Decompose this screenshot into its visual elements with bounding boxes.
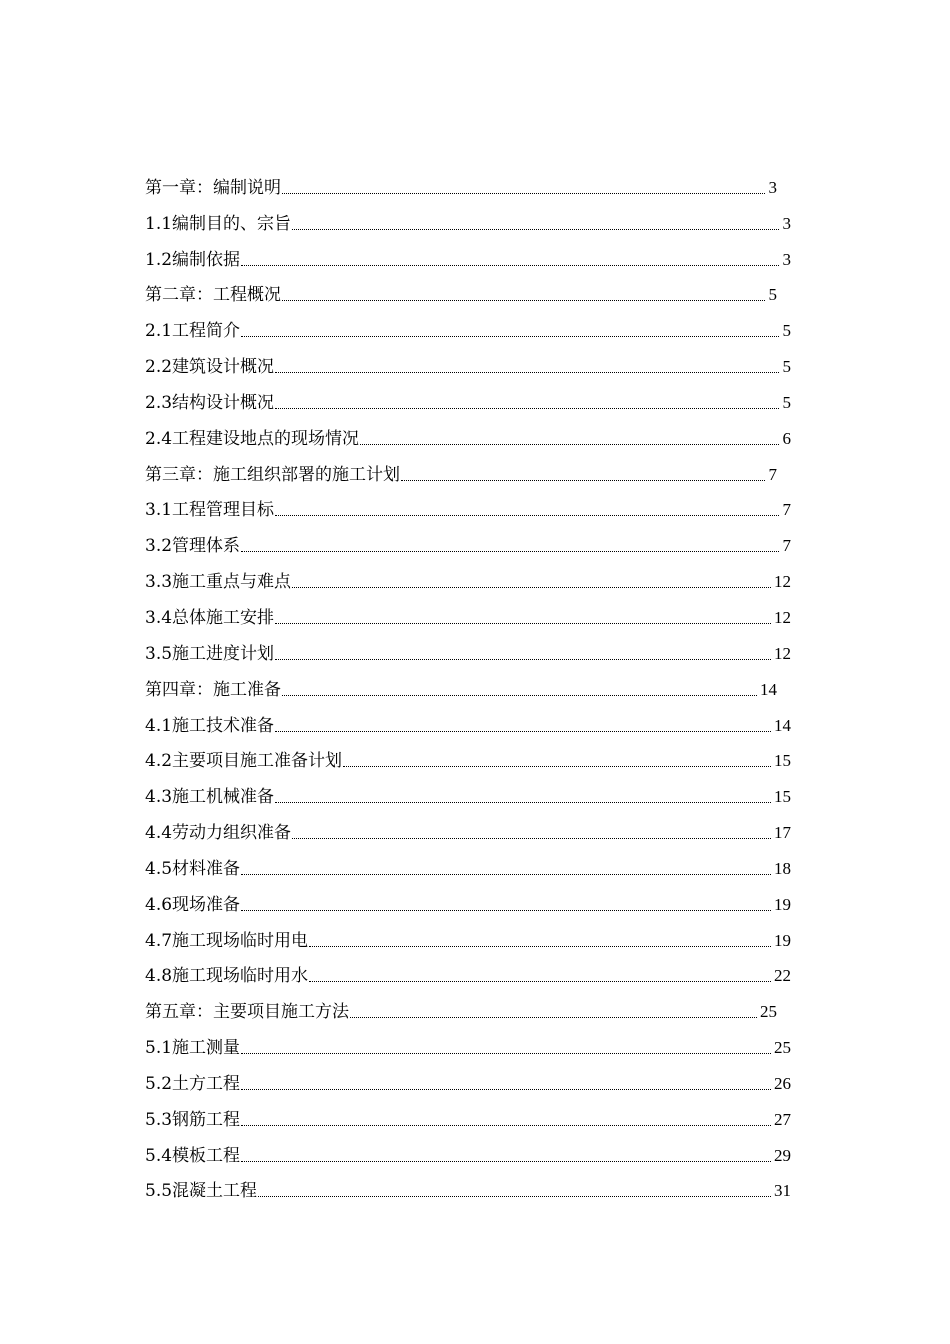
toc-entry-title: 4.1施工技术准备 (145, 715, 275, 736)
toc-page-number: 3 (768, 177, 777, 197)
toc-section-entry[interactable] (145, 957, 791, 993)
toc-dot-leader (241, 1161, 771, 1162)
toc-entry-title: 3.1工程管理目标 (145, 500, 275, 521)
toc-entry-title: 4.7施工现场临时用电 (145, 930, 309, 951)
toc-dot-leader (275, 731, 771, 732)
toc-page-number: 31 (774, 1181, 791, 1201)
toc-page-number: 19 (774, 894, 791, 914)
toc-dot-leader (275, 623, 771, 624)
toc-section-entry[interactable] (145, 311, 791, 347)
toc-page-number: 6 (782, 428, 791, 448)
toc-dot-leader (275, 372, 779, 373)
toc-section-entry[interactable] (145, 1100, 791, 1136)
toc-dot-leader (360, 444, 779, 445)
toc-page-number: 12 (774, 572, 791, 592)
toc-section-entry[interactable] (145, 240, 791, 276)
toc-section-entry[interactable] (145, 1064, 791, 1100)
toc-dot-leader (309, 946, 771, 947)
toc-section-entry[interactable] (145, 562, 791, 598)
toc-entry-title: 第三章：施工组织部署的施工计划 (145, 464, 400, 485)
toc-page-number: 3 (782, 213, 791, 233)
toc-section-entry[interactable] (145, 742, 791, 778)
toc-section-entry[interactable] (145, 706, 791, 742)
toc-dot-leader (275, 515, 779, 516)
toc-dot-leader (241, 1089, 771, 1090)
table-of-contents (145, 168, 791, 1207)
toc-chapter-entry[interactable] (145, 670, 791, 706)
toc-page-number: 14 (760, 679, 777, 699)
toc-dot-leader (401, 480, 765, 481)
toc-page-number: 15 (774, 751, 791, 771)
toc-entry-title: 3.3施工重点与难点 (145, 572, 292, 593)
toc-entry-title: 5.5混凝土工程 (145, 1181, 258, 1202)
toc-dot-leader (282, 193, 765, 194)
toc-section-entry[interactable] (145, 383, 791, 419)
toc-entry-title: 第一章：编制说明 (145, 177, 281, 198)
toc-page-number: 5 (768, 285, 777, 305)
toc-page-number: 5 (782, 357, 791, 377)
toc-dot-leader (241, 910, 771, 911)
toc-page-number: 12 (774, 607, 791, 627)
toc-entry-title: 第四章：施工准备 (145, 679, 281, 700)
toc-page-number: 29 (774, 1145, 791, 1165)
toc-dot-leader (292, 229, 779, 230)
toc-dot-leader (309, 981, 771, 982)
toc-page-number: 7 (782, 500, 791, 520)
toc-entry-title: 3.5施工进度计划 (145, 643, 275, 664)
toc-entry-title: 4.2主要项目施工准备计划 (145, 751, 343, 772)
toc-page-number: 7 (782, 536, 791, 556)
toc-entry-title: 4.4劳动力组织准备 (145, 823, 292, 844)
toc-section-entry[interactable] (145, 1028, 791, 1064)
toc-entry-title: 4.6现场准备 (145, 894, 241, 915)
toc-section-entry[interactable] (145, 921, 791, 957)
toc-dot-leader (343, 766, 771, 767)
toc-page-number: 18 (774, 858, 791, 878)
toc-entry-title: 2.2建筑设计概况 (145, 357, 275, 378)
toc-section-entry[interactable] (145, 419, 791, 455)
toc-page-number: 5 (782, 392, 791, 412)
toc-entry-title: 2.4工程建设地点的现场情况 (145, 428, 360, 449)
toc-dot-leader (241, 551, 779, 552)
toc-dot-leader (275, 659, 771, 660)
toc-entry-title: 1.2编制依据 (145, 249, 241, 270)
toc-entry-title: 5.4模板工程 (145, 1145, 241, 1166)
toc-section-entry[interactable] (145, 491, 791, 527)
toc-section-entry[interactable] (145, 777, 791, 813)
toc-dot-leader (275, 408, 779, 409)
toc-chapter-entry[interactable] (145, 992, 791, 1028)
toc-page-number: 17 (774, 823, 791, 843)
toc-dot-leader (241, 1125, 771, 1126)
toc-entry-title: 5.1施工测量 (145, 1038, 241, 1059)
toc-section-entry[interactable] (145, 347, 791, 383)
toc-section-entry[interactable] (145, 526, 791, 562)
toc-entry-title: 5.2土方工程 (145, 1073, 241, 1094)
toc-dot-leader (258, 1196, 771, 1197)
toc-dot-leader (241, 265, 779, 266)
toc-entry-title: 4.8施工现场临时用水 (145, 966, 309, 987)
toc-page-number: 12 (774, 643, 791, 663)
toc-page-number: 19 (774, 930, 791, 950)
toc-page-number: 7 (768, 464, 777, 484)
toc-chapter-entry[interactable] (145, 276, 791, 312)
toc-section-entry[interactable] (145, 1136, 791, 1172)
toc-page-number: 26 (774, 1073, 791, 1093)
toc-section-entry[interactable] (145, 1172, 791, 1208)
toc-entry-title: 4.3施工机械准备 (145, 787, 275, 808)
toc-dot-leader (241, 874, 771, 875)
toc-section-entry[interactable] (145, 849, 791, 885)
toc-dot-leader (275, 802, 771, 803)
toc-dot-leader (241, 336, 779, 337)
toc-dot-leader (282, 695, 757, 696)
toc-section-entry[interactable] (145, 634, 791, 670)
toc-entry-title: 第五章：主要项目施工方法 (145, 1002, 349, 1023)
toc-page-number: 27 (774, 1109, 791, 1129)
toc-page-number: 25 (760, 1002, 777, 1022)
toc-page-number: 15 (774, 787, 791, 807)
toc-section-entry[interactable] (145, 598, 791, 634)
toc-dot-leader (292, 587, 771, 588)
toc-entry-title: 4.5材料准备 (145, 858, 241, 879)
toc-entry-title: 3.4总体施工安排 (145, 607, 275, 628)
toc-dot-leader (282, 300, 765, 301)
toc-page-number: 3 (782, 249, 791, 269)
toc-entry-title: 1.1编制目的、宗旨 (145, 213, 292, 234)
toc-entry-title: 2.3结构设计概况 (145, 392, 275, 413)
toc-dot-leader (241, 1053, 771, 1054)
toc-section-entry[interactable] (145, 204, 791, 240)
toc-entry-title: 3.2管理体系 (145, 536, 241, 557)
toc-dot-leader (292, 838, 771, 839)
toc-entry-title: 5.3钢筋工程 (145, 1109, 241, 1130)
toc-page-number: 5 (782, 321, 791, 341)
toc-section-entry[interactable] (145, 885, 791, 921)
toc-chapter-entry[interactable] (145, 168, 791, 204)
toc-page-number: 22 (774, 966, 791, 986)
toc-entry-title: 第二章：工程概况 (145, 285, 281, 306)
toc-dot-leader (350, 1017, 757, 1018)
toc-chapter-entry[interactable] (145, 455, 791, 491)
toc-page-number: 14 (774, 715, 791, 735)
toc-section-entry[interactable] (145, 813, 791, 849)
toc-entry-title: 2.1工程简介 (145, 321, 241, 342)
toc-page-number: 25 (774, 1038, 791, 1058)
